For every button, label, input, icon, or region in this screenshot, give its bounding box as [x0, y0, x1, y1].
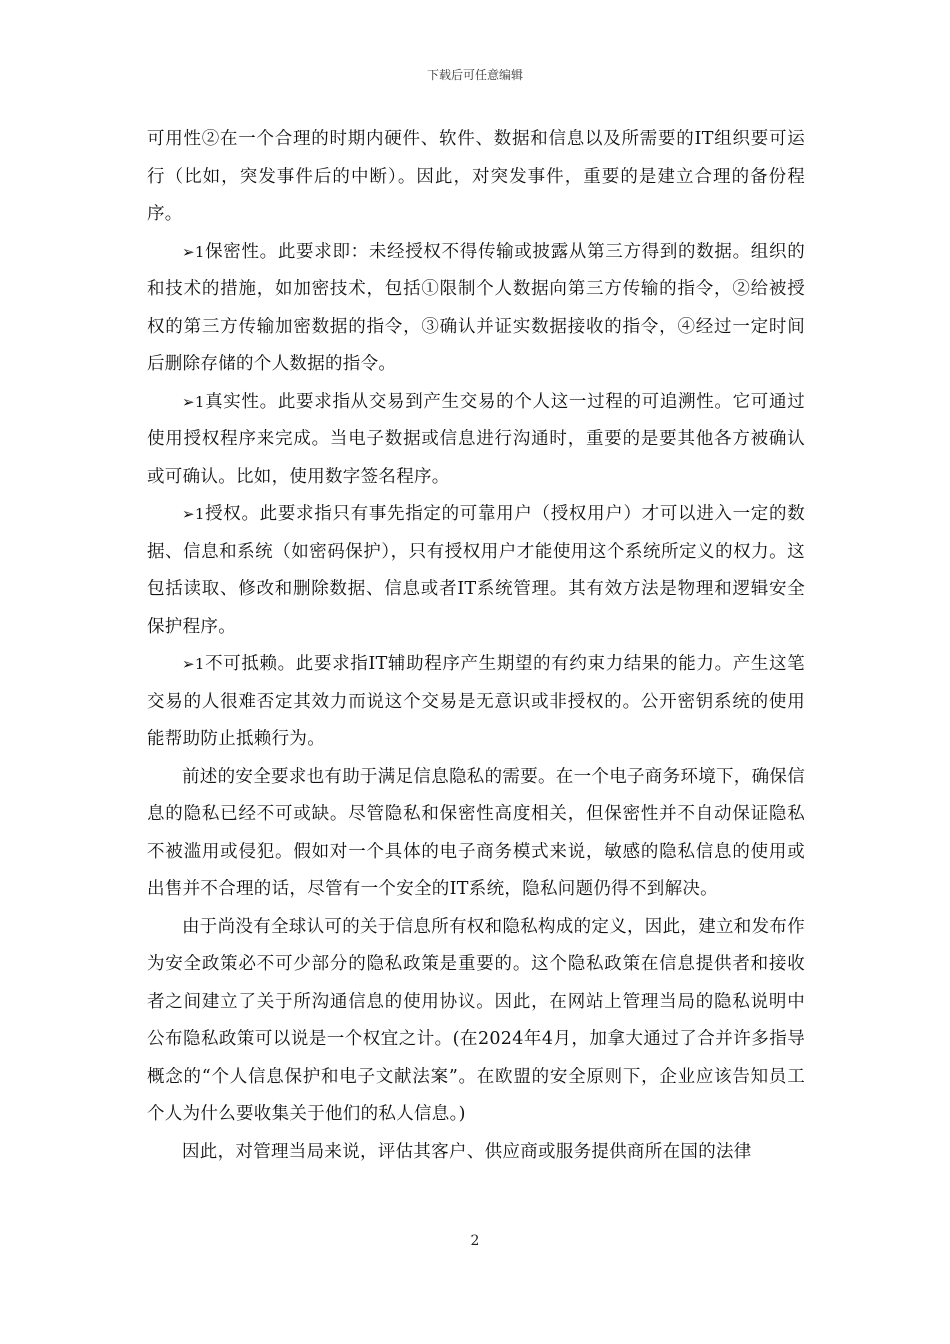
paragraph-text: 保密性。此要求即：未经授权不得传输或披露从第三方得到的数据。组织的和技术的措施，如加密技术，包括①限制个人数据向第三方传输的指令，②给被授权的第三方传输加密数据的指令，③确认并证实数据接收的指令，④经过一定时间后删除存储的个人数据的指令。	[147, 241, 805, 374]
bullet-paragraph	[147, 646, 805, 759]
arrow-bullet-icon: ➢1	[182, 655, 205, 673]
paragraph	[147, 1134, 805, 1172]
paragraph-text: 前述的安全要求也有助于满足信息隐私的需要。在一个电子商务环境下，确保信息的隐私已经不可或缺。尽管隐私和保密性高度相关，但保密性并不自动保证隐私不被滥用或侵犯。假如对一个具体的电子商务模式来说，敏感的隐私信息的使用或出售并不合理的话，尽管有一个安全的IT系统，隐私问题仍得不到解决。	[147, 766, 805, 899]
bullet-paragraph	[147, 234, 805, 384]
paragraph	[147, 909, 805, 1134]
page-number: 2	[470, 1233, 480, 1249]
paragraph-text: 真实性。此要求指从交易到产生交易的个人这一过程的可追溯性。它可通过使用授权程序来完成。当电子数据或信息进行沟通时，重要的是要其他各方被确认或可确认。比如，使用数字签名程序。	[147, 391, 805, 487]
bullet-paragraph	[147, 384, 805, 497]
arrow-bullet-icon: ➢1	[182, 392, 205, 411]
page-header: 下载后可任意编辑	[426, 68, 523, 82]
paragraph-text: 因此，对管理当局来说，评估其客户、供应商或服务提供商所在国的法律	[182, 1141, 752, 1162]
bullet-paragraph	[147, 496, 805, 646]
paragraph-text: 由于尚没有全球认可的关于信息所有权和隐私构成的定义，因此，建立和发布作为安全政策必不可少部分的隐私政策是重要的。这个隐私政策在信息提供者和接收者之间建立了关于所沟通信息的使用协议。因此，在网站上管理当局的隐私说明中公布隐私政策可以说是一个权宜之计。(在2024年4月，加拿大通过了合并许多指导概念的“个人信息保护和电子文献法案”。在欧盟的安全原则下，企业应该告知员工个人为什么要收集关于他们的私人信息。)	[147, 916, 805, 1124]
paragraph	[147, 121, 805, 234]
paragraph-text: 不可抵赖。此要求指IT辅助程序产生期望的有约束力结果的能力。产生这笔交易的人很难否定其效力而说这个交易是无意识或非授权的。公开密钥系统的使用能帮助防止抵赖行为。	[147, 654, 805, 749]
document-body	[147, 121, 805, 1171]
arrow-bullet-icon: ➢1	[182, 242, 205, 261]
paragraph	[147, 759, 805, 909]
paragraph-text: 可用性②在一个合理的时期内硬件、软件、数据和信息以及所需要的IT组织要可运行（比如，突发事件后的中断）。因此，对突发事件，重要的是建立合理的备份程序。	[147, 129, 805, 224]
arrow-bullet-icon: ➢1	[182, 505, 205, 523]
paragraph-text: 授权。此要求指只有事先指定的可靠用户（授权用户）才可以进入一定的数据、信息和系统（如密码保护），只有授权用户才能使用这个系统所定义的权力。这包括读取、修改和删除数据、信息或者IT系统管理。其有效方法是物理和逻辑安全保护程序。	[147, 504, 805, 637]
